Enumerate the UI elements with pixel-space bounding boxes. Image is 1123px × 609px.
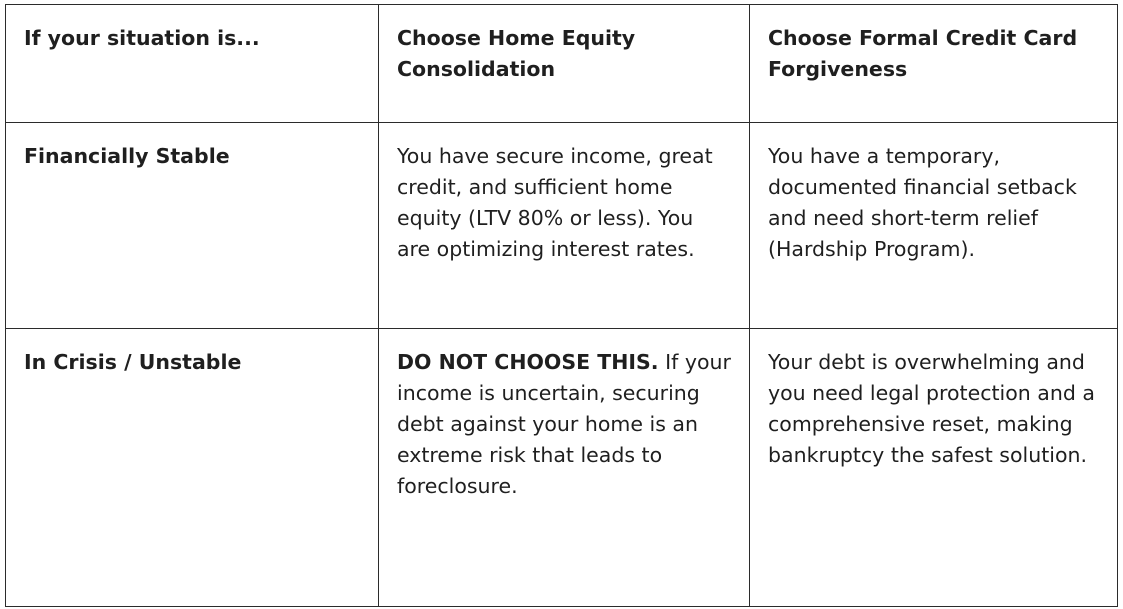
table-row [6,329,1118,607]
header-situation: If your situation is... [6,5,379,123]
table-header-row [6,5,1118,123]
header-credit-forgiveness: Choose Formal Credit Card Forgiveness [750,5,1118,123]
cell-crisis-forgiveness: Your debt is overwhelming and you need legal protection and a comprehensive reset, making bankruptcy the safest solution. [750,329,1118,607]
cell-crisis-home-equity [379,329,750,607]
cell-crisis-home-equity-text: If your income is uncertain, securing debt against your home is an extreme risk that leads to foreclosure. [397,350,731,498]
row-label-stable: Financially Stable [6,123,379,329]
header-home-equity: Choose Home Equity Consolidation [379,5,750,123]
row-label-crisis: In Crisis / Unstable [6,329,379,607]
cell-stable-forgiveness: You have a temporary, documented financial setback and need short-term relief (Hardship Program). [750,123,1118,329]
cell-stable-home-equity: You have secure income, great credit, and sufficient home equity (LTV 80% or less). You are optimizing interest rates. [379,123,750,329]
warning-text: DO NOT CHOOSE THIS. [397,350,659,374]
table-row [6,123,1118,329]
comparison-table [5,4,1118,607]
